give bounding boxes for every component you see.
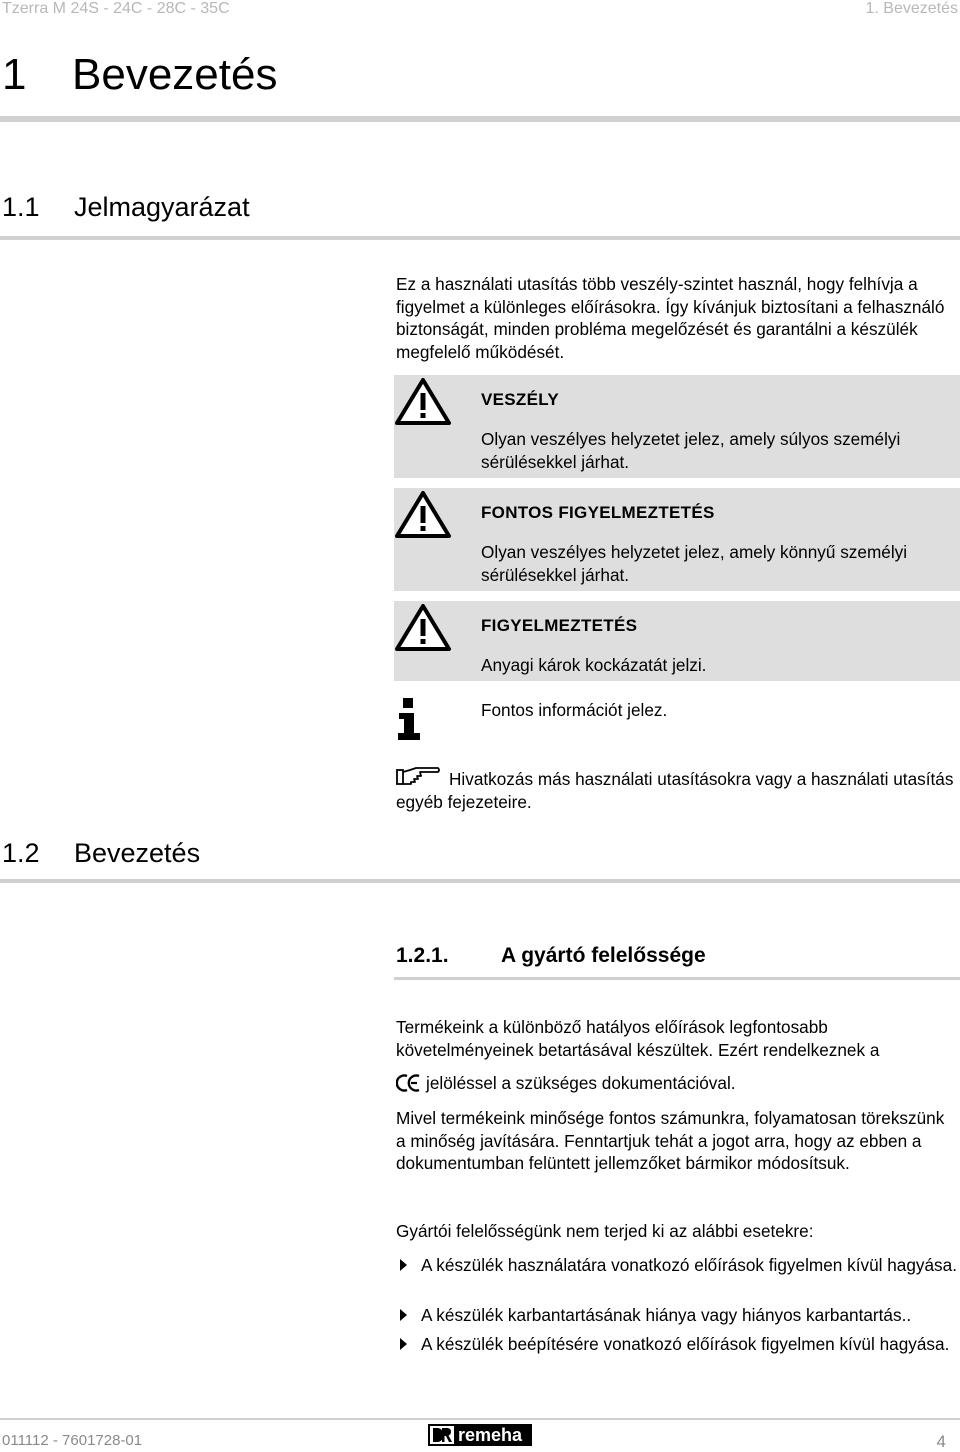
responsibility-paragraph-3: Gyártói felelősségünk nem terjed ki az alábbi esetekre: (396, 1221, 814, 1241)
section-1-2-title: Bevezetés (74, 838, 201, 868)
subsection-1-2-1-title: A gyártó felelőssége (501, 944, 706, 967)
section-1-1-number: 1.1 (2, 192, 40, 222)
warning-title-danger: VESZÉLY (481, 390, 560, 409)
list-item: A készülék használatára vonatkozó előírások figyelmen kívül hagyása. (421, 1255, 957, 1275)
info-icon (396, 698, 422, 742)
remeha-logo (428, 1424, 532, 1446)
list-item: A készülék beépítésére vonatkozó előírások figyelmen kívül hagyása. (421, 1334, 950, 1354)
bullet-arrow-icon (400, 1259, 407, 1271)
chapter-title-text: Bevezetés (72, 50, 278, 99)
warning-title-caution: FIGYELMEZTETÉS (481, 616, 638, 635)
footer-rule (0, 1418, 960, 1420)
warning-text-danger: Olyan veszélyes helyzetet jelez, amely súlyos személyi sérülésekkel járhat. (481, 429, 901, 472)
section-1-2-number: 1.2 (2, 838, 40, 868)
info-text: Fontos információt jelez. (481, 700, 668, 720)
subsection-rule (394, 977, 960, 980)
reference-text: Hivatkozás más használati utasításokra vagy a használati utasítás egyéb fejezeteire. (396, 769, 954, 812)
warning-text-important: Olyan veszélyes helyzetet jelez, amely könnyű személyi sérülésekkel járhat. (481, 542, 908, 585)
section-1-1-heading (2, 192, 250, 223)
chapter-number: 1 (2, 50, 27, 99)
footer-document-code: 011112 - 7601728-01 (2, 1432, 143, 1449)
subsection-1-2-1-heading (396, 944, 706, 968)
list-item: A készülék karbantartásának hiánya vagy hiányos karbantartás.. (421, 1305, 912, 1325)
ce-mark-icon (396, 1073, 422, 1093)
bullet-arrow-icon (400, 1338, 407, 1350)
warning-triangle-icon (394, 490, 452, 540)
warning-triangle-icon (394, 603, 452, 653)
warning-text-caution: Anyagi károk kockázatát jelzi. (481, 655, 707, 675)
chapter-rule (0, 116, 960, 122)
section-1-2-rule (0, 879, 960, 883)
subsection-1-2-1-number: 1.2.1. (396, 944, 449, 967)
page-number: 4 (936, 1432, 946, 1451)
running-header-chapter: 1. Bevezetés (865, 0, 958, 17)
warning-triangle-icon (394, 377, 452, 427)
responsibility-paragraph-2: Mivel termékeink minősége fontos számunkra, folyamatosan törekszünk a minőség javítására. Fenntartjuk tehát a jogot arra, hogy az ebben a dokumentumban felüntett jellemzőket bármikor módosítsuk. (396, 1108, 945, 1173)
running-header-title: Tzerra M 24S - 24C - 28C - 35C (2, 0, 230, 17)
remeha-logo-text: remeha (458, 1425, 523, 1445)
responsibility-paragraph-1: Termékeink a különböző hatályos előírások legfontosabb követelményeinek betartásával készültek. Ezért rendelkeznek a (396, 1017, 880, 1060)
section-1-1-rule (0, 236, 960, 240)
bullet-arrow-icon (400, 1309, 407, 1321)
ce-mark-text: jelöléssel a szükséges dokumentációval. (426, 1073, 736, 1093)
intro-paragraph: Ez a használati utasítás több veszély-szintet használ, hogy felhívja a figyelmet a különleges előírásokra. Így kívánjuk biztosítani a felhasználó biztonságát, minden probléma megelőzését és garantálni a készülék megfelelő működését. (396, 274, 945, 362)
warning-title-important: FONTOS FIGYELMEZTETÉS (481, 503, 715, 522)
section-1-2-heading (2, 838, 200, 869)
chapter-title (2, 50, 277, 100)
section-1-1-title: Jelmagyarázat (74, 192, 250, 222)
